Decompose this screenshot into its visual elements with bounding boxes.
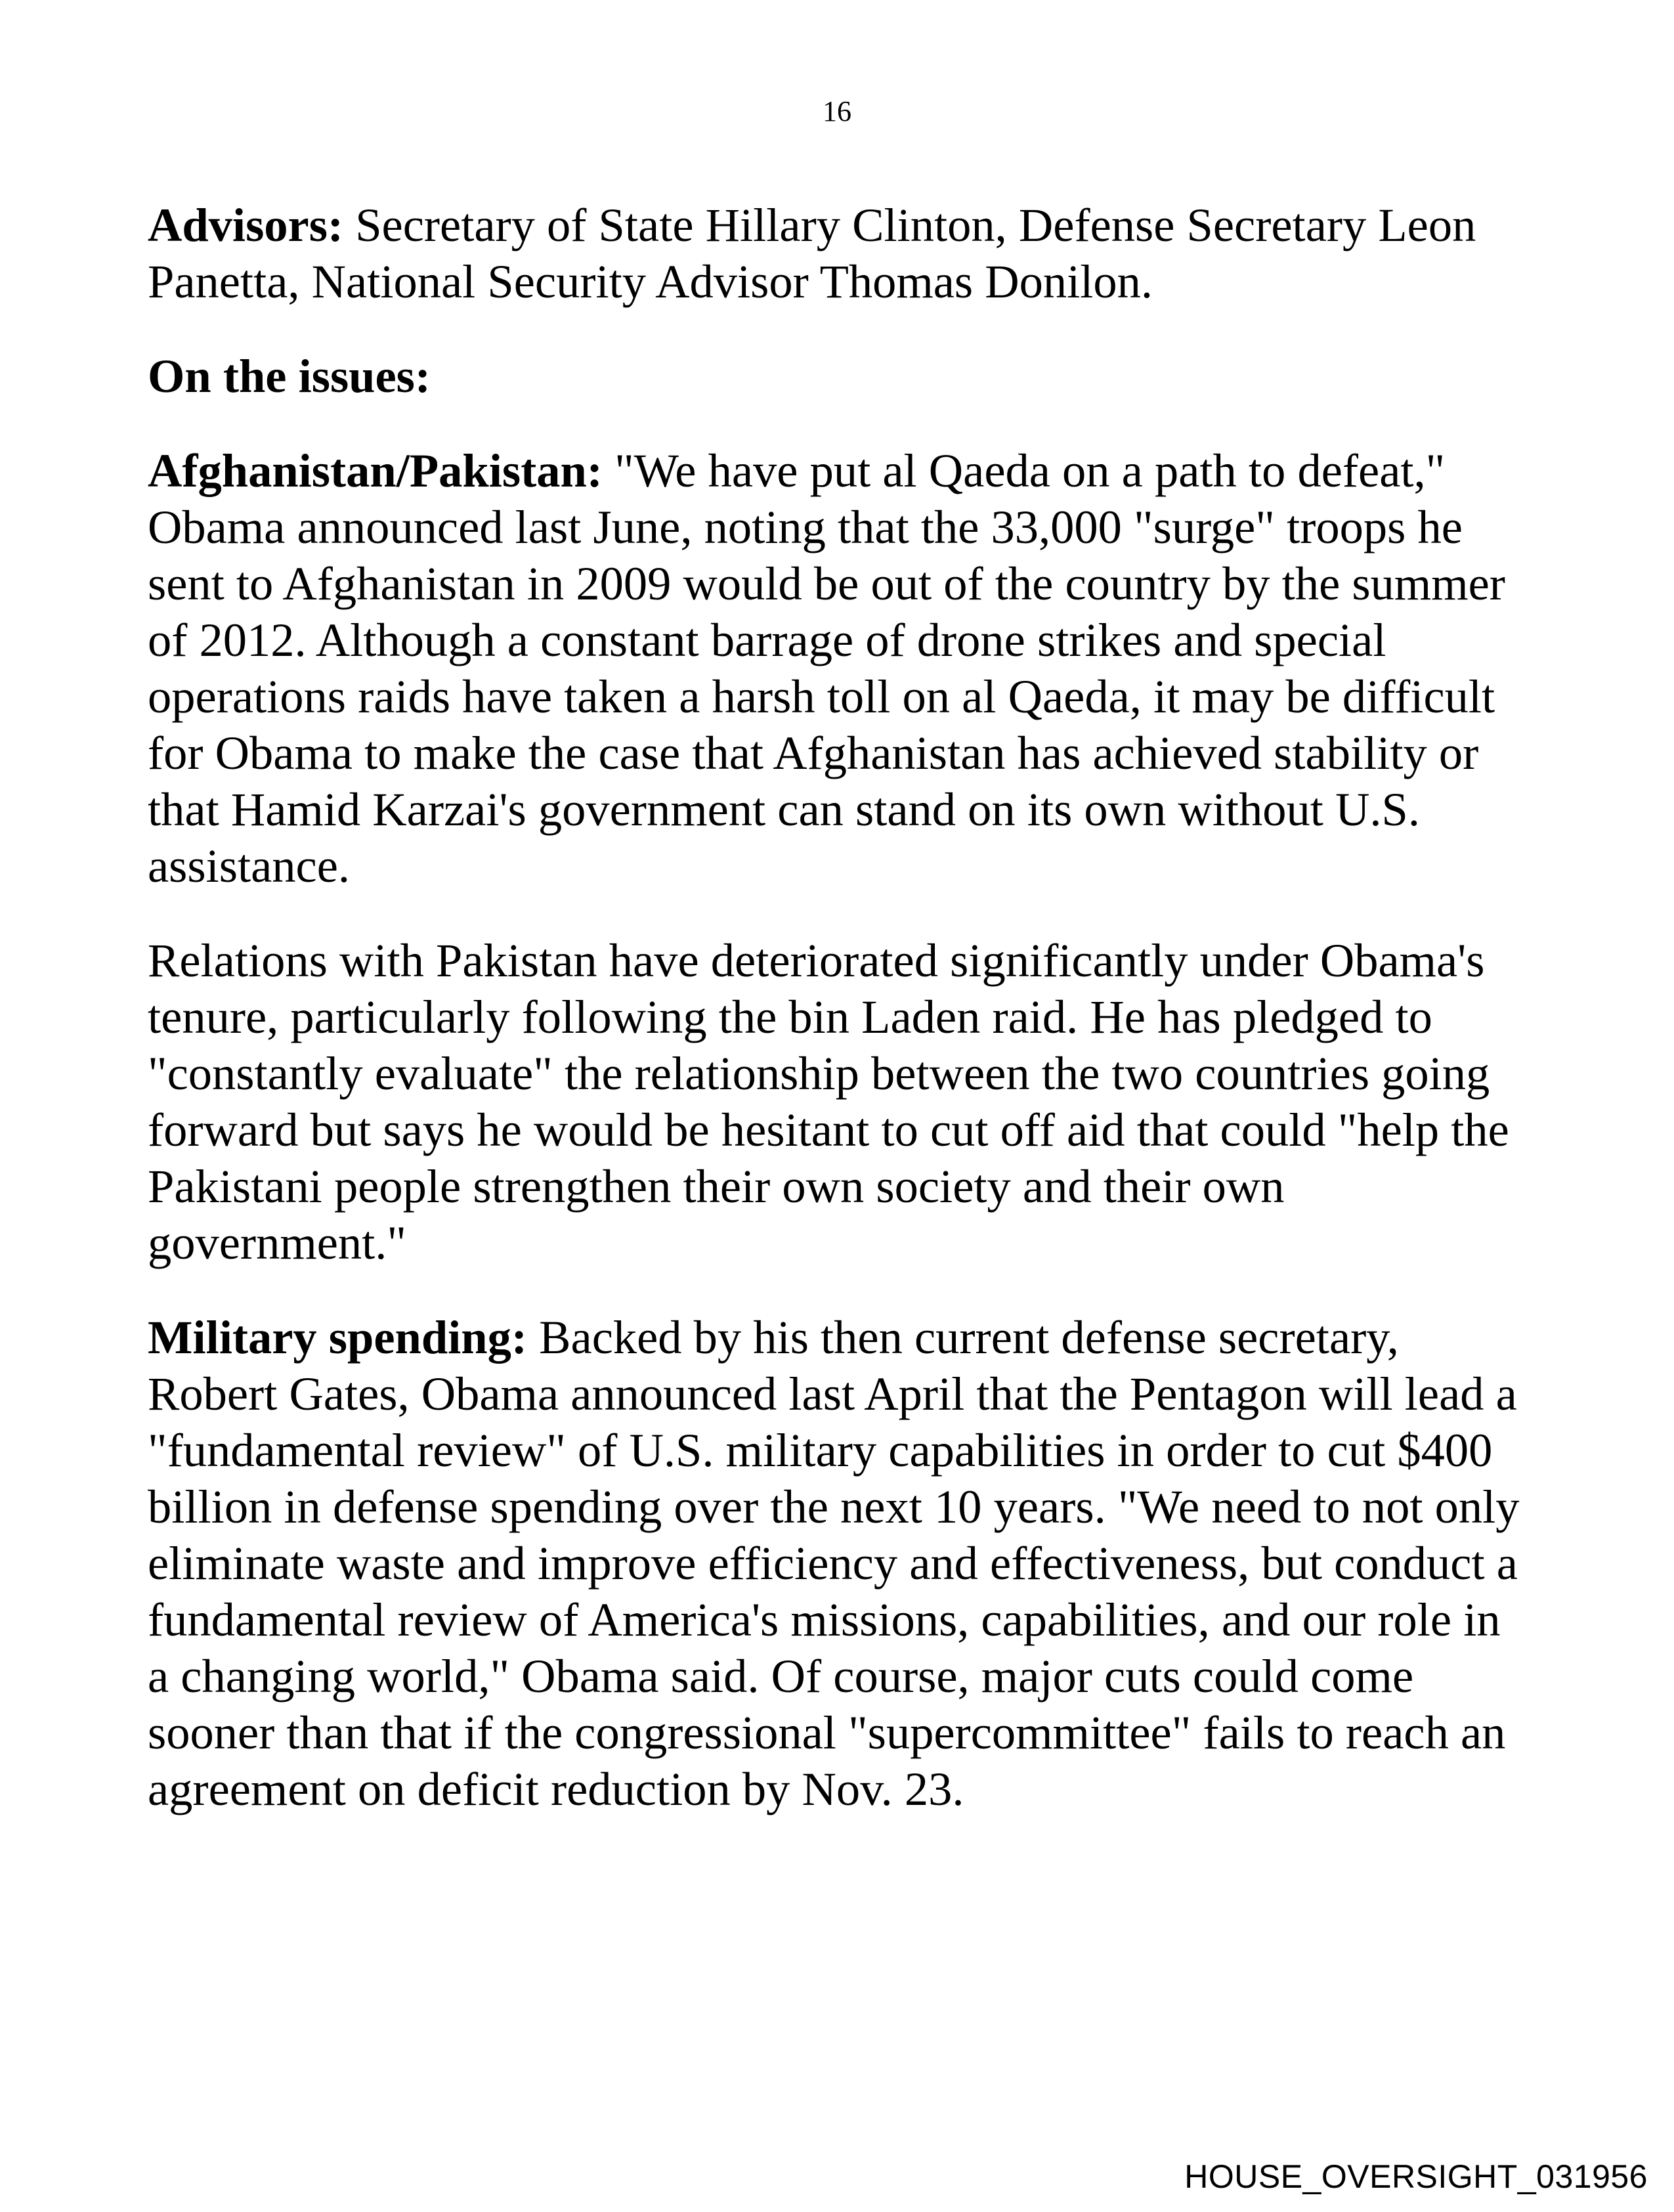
pakistan-relations-paragraph: Relations with Pakistan have deteriorated significantly under Obama's tenure, particularly following the bin Laden raid. He has pledged to "constantly evaluate" the relationship between the two countries going forward but says he would be hesitant to cut off aid that could "help the Pakistani people strengthen their own society and their own government." (148, 934, 1509, 1269)
document-body (148, 197, 1533, 1855)
advisors-label: Advisors: (148, 198, 344, 251)
advisors-text: Secretary of State Hillary Clinton, Defense Secretary Leon Panetta, National Security Advisor Thomas Donilon. (148, 198, 1476, 308)
issues-heading: On the issues: (148, 349, 431, 402)
afghanistan-text: "We have put al Qaeda on a path to defeat," Obama announced last June, noting that the 33,000 "surge" troops he sent to Afghanistan in 2009 would be out of the country by the summer of 2012. Although a constant barrage of drone strikes and special operations raids have taken a harsh toll on al Qaeda, it may be difficult for Obama to make the case that Afghanistan has achieved stability or that Hamid Karzai's government can stand on its own without U.S. assistance. (148, 444, 1505, 892)
page-number: 16 (823, 95, 851, 127)
afghanistan-paragraph (148, 443, 1533, 894)
military-spending-label: Military spending: (148, 1311, 528, 1364)
military-spending-text: Backed by his then current defense secretary, Robert Gates, Obama announced last April that the Pentagon will lead a "fundamental review" of U.S. military capabilities in order to cut $400 billion in defense spending over the next 10 years. "We need to not only eliminate waste and improve efficiency and effectiveness, but conduct a fundamental review of America's missions, capabilities, and our role in a changing world," Obama said. Of course, major cuts could come sooner than that if the congressional "supercommittee" fails to reach an agreement on deficit reduction by Nov. 23. (148, 1311, 1520, 1815)
bates-number: HOUSE_OVERSIGHT_031956 (1184, 2158, 1648, 2195)
afghanistan-label: Afghanistan/Pakistan: (148, 444, 603, 497)
military-spending-paragraph (148, 1309, 1533, 1817)
advisors-paragraph (148, 197, 1533, 310)
